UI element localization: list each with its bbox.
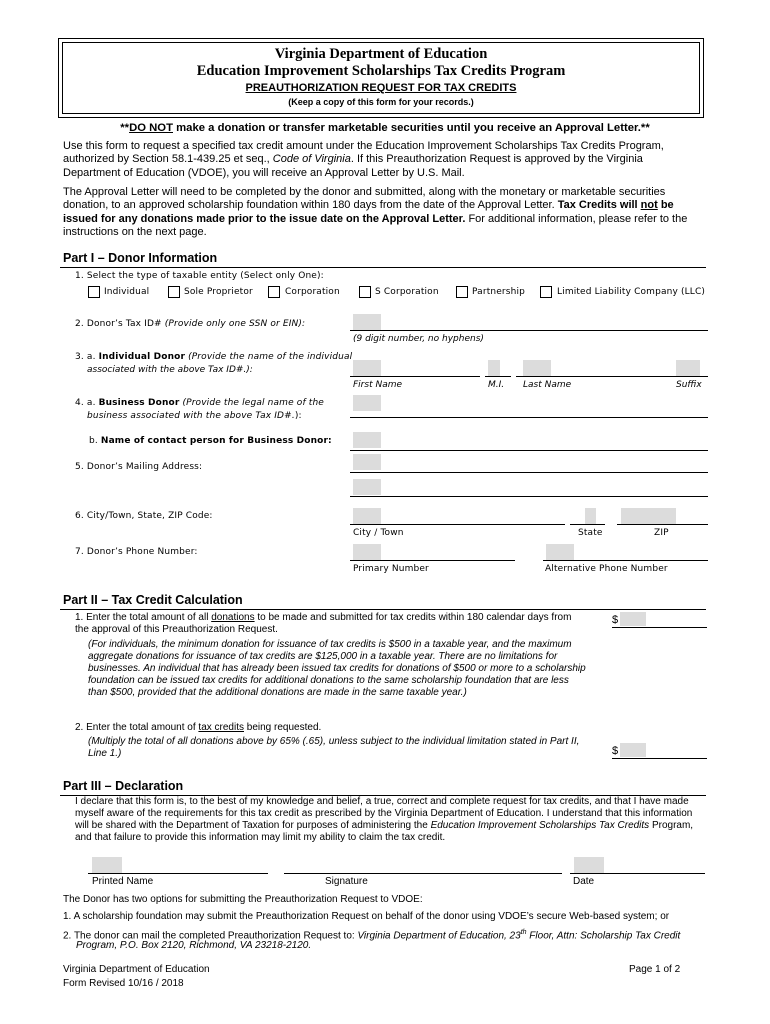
primary-phone-label: Primary Number: [353, 564, 429, 574]
mailing-address-line1-input[interactable]: [353, 454, 381, 470]
q2-label: 2. Donor’s Tax ID# (Provide only one SSN or EIN):: [75, 319, 306, 329]
zip-label: ZIP: [654, 528, 669, 538]
state-line: [570, 524, 605, 525]
footer-revised: Form Revised 10/16 / 2018: [63, 978, 184, 989]
q4b-label: b. Name of contact person for Business Donor:: [89, 436, 332, 446]
intro-paragraph-2: The Approval Letter will need to be completed by the donor and submitted, along with the monetary or marketable securities donation, to an approved scholarship foundation within 180 days from the date of the Approval Letter. Tax Credits will not be issued for any donations made prior to the issue date on the Approval Letter. For additional information, please refer to the instructions on the next page.: [63, 186, 688, 238]
middle-initial-input[interactable]: [488, 360, 500, 376]
intro-paragraph-1: Use this form to request a specified tax credit amount under the Education Improvement Scholarships Tax Credits Program, authorized by Section 58.1-439.25 et seq., Code of Virginia. If this Preauthorization Request is approved by the Virginia Department of Education (VDOE), you will receive an Approval Letter by U.S. Mail.: [63, 140, 664, 179]
last-name-label: Last Name: [523, 380, 572, 390]
q3-label: 3. a. Individual Donor (Provide the name of the individual: [75, 352, 353, 362]
entity-label-s-corporation: S Corporation: [375, 287, 439, 297]
form-title: PREAUTHORIZATION REQUEST FOR TAX CREDITS: [245, 82, 517, 94]
form-header: [58, 38, 704, 118]
mailing-address-line2: [350, 496, 708, 497]
alt-phone-line: [543, 560, 708, 561]
date-line: [570, 873, 705, 874]
zip-line: [617, 524, 708, 525]
state-input[interactable]: [585, 508, 596, 524]
donation-amount-line: [612, 627, 707, 628]
date-input[interactable]: [574, 857, 604, 873]
business-name-input[interactable]: [353, 395, 381, 411]
date-label: Date: [573, 876, 595, 887]
p2-q1-label: 1. Enter the total amount of all donations to be made and submitted for tax credits within 180 calendar days from the approval of this Preauthorization Request.: [75, 612, 572, 635]
tax-credit-amount-line: [612, 758, 707, 759]
business-name-line: [350, 417, 708, 418]
q4-label: 4. a. Business Donor (Provide the legal name of the: [75, 398, 324, 408]
q7-label: 7. Donor’s Phone Number:: [75, 547, 198, 557]
part1-title: Part I – Donor Information: [63, 251, 218, 265]
city-input[interactable]: [353, 508, 381, 524]
alt-phone-input[interactable]: [546, 544, 574, 560]
signature-label: Signature: [325, 876, 368, 887]
checkbox-partnership[interactable]: [456, 286, 468, 298]
submission-intro: The Donor has two options for submitting the Preauthorization Request to VDOE:: [63, 894, 423, 905]
part3-title: Part III – Declaration: [63, 779, 184, 793]
form-note: (Keep a copy of this form for your records.): [288, 97, 474, 107]
entity-label-corporation: Corporation: [285, 287, 340, 297]
last-suffix-line: [516, 376, 708, 377]
primary-phone-input[interactable]: [353, 544, 381, 560]
entity-label-sole-proprietor: Sole Proprietor: [184, 287, 253, 297]
checkbox-individual[interactable]: [88, 286, 100, 298]
submission-option-1: 1. A scholarship foundation may submit the Preauthorization Request on behalf of the donor using VDOE’s secure Web-based system; or: [63, 911, 670, 922]
tax-id-input[interactable]: [353, 314, 381, 330]
part1-rule: [60, 267, 706, 268]
do-not-text: DO NOT: [129, 122, 173, 134]
declaration-text: I declare that this form is, to the best of my knowledge and belief, a true, correct and complete request for tax credits, and that I have made myself aware of the requirements for this tax credit as prescribed by the Virginia Department of Education. I understand that this information will be shared with the Department of Taxation for purposes of administering the Education Improvement Scholarships Tax Credits Program, and that failure to provide this information may limit my ability to claim the tax credit.: [75, 796, 694, 843]
last-name-input[interactable]: [523, 360, 551, 376]
submission-option-2: 2. The donor can mail the completed Preauthorization Request to: Virginia Department of Education, 23th Floor, Attn: Scholarship Tax Credit: [63, 929, 681, 942]
warning-text: **DO NOT make a donation or transfer marketable securities until you receive an Approval Letter.**: [120, 122, 650, 134]
part2-rule: [60, 609, 706, 610]
checkbox-corporation[interactable]: [268, 286, 280, 298]
printed-name-label: Printed Name: [92, 876, 154, 887]
q4-label-line2: business associated with the above Tax ID#.):: [87, 411, 302, 421]
donation-amount-input[interactable]: [620, 612, 646, 626]
contact-person-line: [350, 450, 708, 451]
agency-title: Virginia Department of Education: [274, 46, 488, 62]
mi-label: M.I.: [488, 380, 505, 390]
p2-q2-note: (Multiply the total of all donations above by 65% (.65), unless subject to the individual limitation stated in Part II, Line 1.): [88, 736, 580, 759]
state-label: State: [578, 528, 603, 538]
checkbox-llc[interactable]: [540, 286, 552, 298]
tax-credit-amount-input[interactable]: [620, 743, 646, 757]
mailing-address-line2-input[interactable]: [353, 479, 381, 495]
program-title: Education Improvement Scholarships Tax Credits Program: [196, 63, 566, 79]
zip-input[interactable]: [621, 508, 676, 524]
mailing-address-line1: [350, 472, 708, 473]
suffix-label: Suffix: [676, 380, 702, 390]
q3-label-line2: associated with the above Tax ID#.):: [87, 365, 253, 375]
q1-label: 1. Select the type of taxable entity (Select only One):: [75, 271, 324, 281]
alt-phone-label: Alternative Phone Number: [545, 564, 668, 574]
q6-label: 6. City/Town, State, ZIP Code:: [75, 511, 213, 521]
first-name-label: First Name: [353, 380, 403, 390]
suffix-input[interactable]: [676, 360, 700, 376]
mi-line: [485, 376, 511, 377]
checkbox-s-corporation[interactable]: [359, 286, 371, 298]
tax-id-hint: (9 digit number, no hyphens): [353, 334, 484, 344]
printed-name-input[interactable]: [92, 857, 122, 873]
p2-q2-label: 2. Enter the total amount of tax credits being requested.: [75, 722, 322, 733]
contact-person-input[interactable]: [353, 432, 381, 448]
city-line: [350, 524, 565, 525]
p2-q1-note: (For individuals, the minimum donation for issuance of tax credits is $500 in a taxable year, and the maximum aggregate donations for issuance of tax credits are $125,000 in a taxable year. There are no limitations for businesses. An individual that has already been issued tax credits for donations of $500 or more to a scholarship foundation can be issued tax credits for additional donations to the same scholarship foundation that are less than $500, provided that the additional donations are made in the same taxable year.): [88, 639, 586, 699]
printed-name-line: [88, 873, 268, 874]
tax-credit-dollar-sign: $: [612, 745, 619, 757]
entity-label-llc: Limited Liability Company (LLC): [557, 287, 706, 297]
entity-label-partnership: Partnership: [472, 287, 525, 297]
q5-label: 5. Donor’s Mailing Address:: [75, 462, 203, 472]
city-label: City / Town: [353, 528, 404, 538]
primary-phone-line: [350, 560, 515, 561]
signature-line[interactable]: [284, 873, 562, 874]
first-name-input[interactable]: [353, 360, 381, 376]
first-name-line: [350, 376, 480, 377]
submission-address-line2: Program, P.O. Box 2120, Richmond, VA 23218-2120.: [76, 940, 312, 951]
checkbox-sole-proprietor[interactable]: [168, 286, 180, 298]
donation-dollar-sign: $: [612, 614, 619, 626]
entity-label-individual: Individual: [104, 287, 150, 297]
footer-agency: Virginia Department of Education: [63, 964, 210, 975]
tax-id-line: [350, 330, 708, 331]
part2-title: Part II – Tax Credit Calculation: [63, 593, 243, 607]
page-number: Page 1 of 2: [629, 964, 681, 975]
